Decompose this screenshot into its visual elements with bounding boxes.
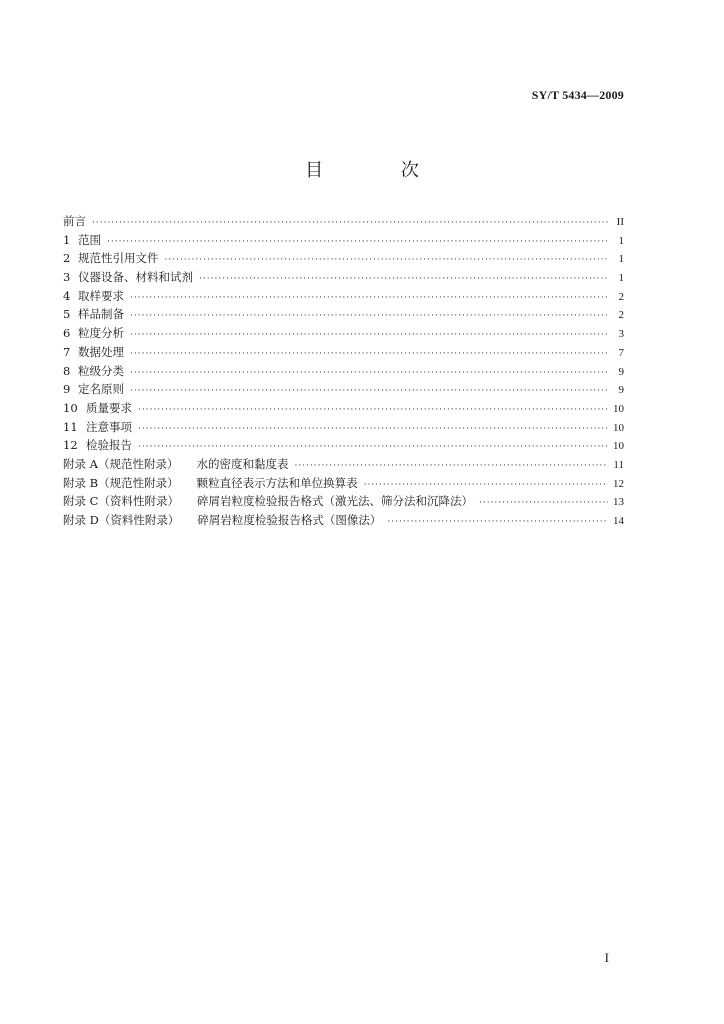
toc-entry-page: 1 <box>618 253 624 266</box>
toc-appendix-prefix: 附录 C（资料性附录） <box>63 494 179 509</box>
toc-leader-dots <box>479 494 608 513</box>
toc-entry-number: 9 <box>63 382 71 397</box>
toc-leader-dots <box>130 345 608 364</box>
toc-entry-number: 8 <box>63 363 71 378</box>
toc-entry-page: 9 <box>618 365 624 378</box>
page-title: 目 次 <box>305 160 455 181</box>
toc-entry-label: 检验报告 <box>86 438 132 453</box>
toc-entry-number: 3 <box>63 270 71 285</box>
toc-entry-page: II <box>616 216 624 228</box>
toc-appendix-label: 颗粒直径表示方法和单位换算表 <box>196 475 358 490</box>
toc-entry-page: 10 <box>613 402 624 415</box>
toc-entry-page: 1 <box>618 234 624 247</box>
toc-leader-dots <box>387 513 608 532</box>
toc-entry-page: 10 <box>613 421 624 434</box>
toc-entry[interactable] <box>63 399 624 418</box>
toc-entry[interactable] <box>63 268 624 287</box>
toc-appendix-label: 碎屑岩粒度检验报告格式（激光法、筛分法和沉降法） <box>196 494 473 509</box>
toc-entry-number: 5 <box>63 307 71 322</box>
toc-leader-dots <box>130 326 608 345</box>
toc-entry-page: 9 <box>618 384 624 397</box>
toc-leader-dots <box>130 382 608 401</box>
toc-entry-label: 规范性引用文件 <box>78 251 159 266</box>
toc-appendix-label: 碎屑岩粒度检验报告格式（图像法） <box>197 513 382 527</box>
toc-entry[interactable] <box>63 418 624 437</box>
toc-appendix-prefix: 附录 A（规范性附录） <box>63 456 179 471</box>
toc-entry-label: 定名原则 <box>78 382 124 397</box>
toc-leader-dots <box>138 420 608 439</box>
toc-appendix-entry[interactable] <box>63 492 624 511</box>
toc-entry-number: 6 <box>63 326 71 341</box>
toc-entry[interactable] <box>63 324 624 343</box>
toc-entry[interactable] <box>63 380 624 399</box>
toc-appendix-page: 12 <box>613 477 624 490</box>
toc-entry-page: 2 <box>618 309 624 322</box>
toc-entry-label: 样品制备 <box>78 307 124 322</box>
toc-appendix-page: 11 <box>613 458 624 471</box>
toc-entry-label: 取样要求 <box>78 288 124 303</box>
toc-entry-number: 11 <box>63 419 78 434</box>
toc-entry-number: 7 <box>63 344 71 359</box>
toc-entry-number: 1 <box>63 232 71 247</box>
toc-appendix-page: 13 <box>613 496 624 509</box>
toc-entry-label: 质量要求 <box>86 400 132 415</box>
toc-leader-dots <box>92 214 608 233</box>
toc-entry[interactable] <box>63 231 624 250</box>
toc-entry-page: 7 <box>618 346 624 359</box>
toc-entry-page: 10 <box>613 440 624 453</box>
toc-entry[interactable] <box>63 249 624 268</box>
standard-code: SY/T 5434—2009 <box>531 88 624 102</box>
toc-entry-page: 3 <box>618 328 624 341</box>
page-number: I <box>604 950 609 965</box>
toc-appendix-prefix: 附录 D（资料性附录） <box>63 513 180 527</box>
toc-entry[interactable] <box>63 212 624 231</box>
toc-entry-label: 粒级分类 <box>78 363 124 378</box>
toc-entry[interactable] <box>63 287 624 306</box>
toc-entry[interactable] <box>63 436 624 455</box>
toc-leader-dots <box>130 364 608 383</box>
toc-entry-label: 粒度分析 <box>78 326 124 341</box>
toc-entry[interactable] <box>63 343 624 362</box>
toc-leader-dots <box>138 401 608 420</box>
toc-entry-label: 仪器设备、材料和试剂 <box>78 270 193 285</box>
toc-entry-label: 数据处理 <box>78 344 124 359</box>
toc-entry-label: 范围 <box>78 232 101 247</box>
toc-entry-page: 2 <box>618 290 624 303</box>
toc-appendix-label: 水的密度和黏度表 <box>196 456 289 471</box>
toc-leader-dots <box>107 233 608 252</box>
toc-entry-label: 注意事项 <box>86 419 132 434</box>
toc-appendix-page: 14 <box>613 515 624 527</box>
toc-leader-dots <box>130 289 608 308</box>
table-of-contents <box>63 212 624 530</box>
toc-leader-dots <box>130 307 608 326</box>
toc-leader-dots <box>165 251 609 270</box>
toc-appendix-entry[interactable] <box>63 511 624 530</box>
toc-appendix-prefix: 附录 B（规范性附录） <box>63 475 179 490</box>
toc-entry-number: 10 <box>63 400 78 415</box>
toc-entry[interactable] <box>63 362 624 381</box>
toc-entry[interactable] <box>63 305 624 324</box>
toc-entry-number: 12 <box>63 438 78 453</box>
toc-entry-number: 2 <box>63 251 71 266</box>
toc-leader-dots <box>199 270 608 289</box>
toc-appendix-entry[interactable] <box>63 474 624 493</box>
toc-appendix-entry[interactable] <box>63 455 624 474</box>
toc-entry-label: 前言 <box>63 214 86 228</box>
toc-entry-number: 4 <box>63 288 71 303</box>
toc-entry-page: 1 <box>618 272 624 285</box>
